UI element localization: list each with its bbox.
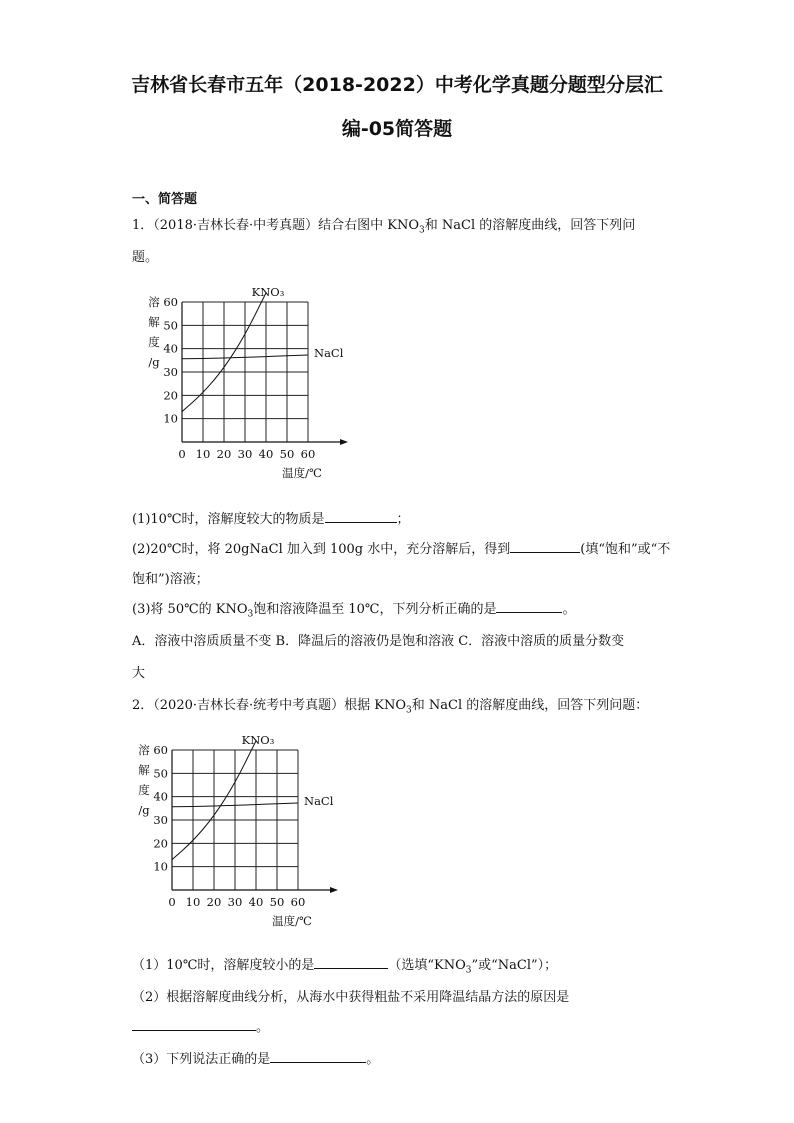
- subscript: 3: [247, 609, 254, 620]
- doc-title-line1: 吉林省长春市五年（2018-2022）中考化学真题分题型分层汇: [131, 74, 663, 96]
- q1-intro-a: 1．（2018·吉林长春·中考真题）结合右图中 KNO: [132, 218, 419, 233]
- x-axis-label: 温度/℃: [282, 466, 322, 480]
- answer-blank[interactable]: [314, 956, 388, 969]
- y-tick-label: 50: [153, 766, 168, 781]
- q2-intro-a: 2．（2020·吉林长春·统考中考真题）根据 KNO: [132, 698, 406, 713]
- q1-part3-end: 。: [562, 602, 576, 617]
- x-tick-label: 0: [178, 447, 186, 461]
- q2-part3: [132, 1048, 379, 1067]
- y-tick-label: 30: [163, 365, 178, 379]
- q2-part1: [132, 954, 557, 976]
- x-tick-label: 60: [290, 895, 306, 909]
- q2-intro-b: 和 NaCl 的溶解度曲线，回答下列问题：: [411, 698, 649, 713]
- q1-intro-b: 和 NaCl 的溶解度曲线，回答下列问: [424, 218, 636, 233]
- y-axis-label: 度: [138, 783, 150, 797]
- x-tick-label: 40: [258, 447, 274, 461]
- answer-blank[interactable]: [510, 540, 580, 553]
- nacl-label: NaCl: [304, 793, 334, 808]
- x-tick-label: 50: [269, 895, 285, 909]
- q1-options: A．溶液中溶质质量不变 B．降温后的溶液仍是饱和溶液 C．溶液中溶质的质量分数变: [132, 634, 625, 649]
- section-heading: 一、简答题: [132, 192, 198, 207]
- q1-part2: [132, 538, 670, 557]
- solubility-chart-2: [130, 728, 370, 938]
- nacl-label: NaCl: [314, 345, 344, 360]
- q2-part2-end: 。: [256, 1020, 270, 1035]
- answer-blank[interactable]: [325, 510, 397, 523]
- q2-part1-hint-a: （选填“KNO: [388, 958, 466, 973]
- q1-part3-text-a: (3)将 50℃的 KNO: [132, 602, 248, 617]
- q2-part2: （2）根据溶解度曲线分析，从海水中获得粗盐不采用降温结晶方法的原因是: [132, 990, 570, 1005]
- y-tick-label: 10: [163, 411, 178, 426]
- x-tick-label: 60: [300, 447, 316, 461]
- x-tick-label: 40: [248, 895, 264, 909]
- answer-blank[interactable]: [132, 1018, 256, 1031]
- kno3-label: KNO₃: [251, 285, 285, 299]
- y-axis-label: /g: [138, 803, 150, 817]
- y-axis-label: 度: [148, 335, 160, 349]
- subscript: 3: [465, 965, 472, 976]
- x-tick-label: 20: [206, 895, 222, 909]
- q1-part1: [132, 508, 410, 527]
- q1-intro: [132, 214, 635, 236]
- y-tick-label: 10: [153, 859, 168, 874]
- q2-part3-end: 。: [366, 1052, 380, 1067]
- x-tick-label: 30: [237, 447, 253, 461]
- q1-part2-hint: (填“饱和”或“不: [580, 542, 671, 557]
- x-tick-label: 10: [185, 895, 201, 909]
- subscript: 3: [406, 705, 412, 716]
- x-tick-label: 20: [216, 447, 232, 461]
- q1-options-cont: 大: [132, 666, 146, 681]
- x-tick-label: 0: [168, 895, 176, 909]
- y-tick-label: 20: [153, 836, 168, 851]
- q1-part1-text: (1)10℃时，溶解度较大的物质是: [132, 512, 325, 527]
- y-tick-label: 20: [163, 388, 178, 403]
- y-axis-label: 溶: [138, 743, 150, 757]
- q1-part3: [132, 598, 575, 620]
- y-tick-label: 60: [153, 743, 168, 757]
- answer-blank[interactable]: [496, 600, 562, 613]
- subscript: 3: [419, 225, 425, 236]
- q2-part2-answer: [132, 1016, 269, 1035]
- kno3-label: KNO₃: [241, 733, 275, 747]
- q1-intro-cont: 题。: [132, 250, 159, 265]
- q2-part1-hint-b: ”或“NaCl”）；: [471, 958, 558, 973]
- y-axis-label: 解: [138, 763, 150, 777]
- doc-title-line2: 编-05简答题: [341, 118, 453, 140]
- x-tick-label: 30: [227, 895, 243, 909]
- y-tick-label: 40: [163, 341, 178, 356]
- y-tick-label: 60: [163, 295, 178, 309]
- q1-part2-cont: 饱和”)溶液；: [132, 572, 209, 587]
- answer-blank[interactable]: [270, 1050, 366, 1063]
- q1-part3-text-b: 饱和溶液降温至 10℃，下列分析正确的是: [253, 602, 497, 617]
- q2-part3-text: （3）下列说法正确的是: [132, 1052, 271, 1067]
- y-axis-label: 溶: [148, 295, 160, 309]
- x-axis-arrow: [330, 887, 338, 893]
- y-tick-label: 40: [153, 789, 168, 804]
- q1-part1-end: ；: [396, 512, 410, 527]
- y-axis-label: 解: [148, 315, 160, 329]
- y-tick-label: 30: [153, 813, 168, 827]
- y-tick-label: 50: [163, 318, 178, 333]
- x-tick-label: 10: [195, 447, 211, 461]
- solubility-chart-1: [140, 280, 370, 485]
- x-axis-label: 温度/℃: [272, 914, 312, 928]
- x-tick-label: 50: [279, 447, 295, 461]
- q1-part2-text: (2)20℃时，将 20gNaCl 加入到 100g 水中，充分溶解后，得到: [132, 542, 511, 557]
- q2-part1-text: （1）10℃时，溶解度较小的是: [132, 958, 315, 973]
- q2-intro: [132, 694, 648, 716]
- x-axis-arrow: [340, 439, 348, 445]
- y-axis-label: /g: [148, 355, 160, 369]
